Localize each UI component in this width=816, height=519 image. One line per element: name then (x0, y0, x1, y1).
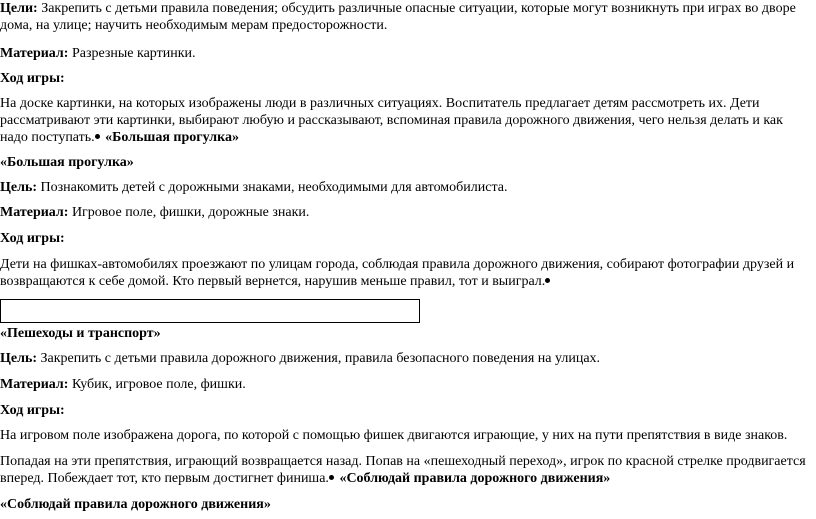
material1-label: Материал: (0, 46, 69, 61)
goal3-label: Цель: (0, 351, 38, 366)
course3-text-2: Попадая на эти препятствия, играющий возвращается назад. Попав на «пешеходный переход», игрок по красной стрелке продвигается вперед. Побеждает тот, кто первым достигнет финиша. (0, 454, 806, 486)
material2-label: Материал: (0, 205, 69, 220)
goal2-label: Цель: (0, 180, 38, 195)
goal2-paragraph (0, 179, 810, 196)
bullet-icon (95, 134, 100, 139)
goal2-text: Познакомить детей с дорожными знаками, необходимыми для автомобилиста. (40, 180, 508, 195)
course1-paragraph (0, 95, 810, 146)
course2-heading: Ход игры: (0, 231, 65, 246)
game-title-1: «Большая прогулка» (0, 155, 134, 170)
bullet-icon (545, 278, 550, 283)
course1-text: На доске картинки, на которых изображены люди в различных ситуациях. Воспитатель предлагает детям рассмотреть их. Дети рассматривают эти картинки, выбирают любую и рассказывают, вспоминая правила дорожного движения, чего нельзя делать и как надо поступать. (0, 96, 783, 145)
course2-paragraph (0, 256, 810, 290)
material2-text: Игровое поле, фишки, дорожные знаки. (71, 205, 310, 220)
material3-text: Кубик, игровое поле, фишки. (71, 377, 246, 392)
inline-title-2: «Соблюдай правила дорожного движения» (339, 471, 611, 486)
course3-heading: Ход игры: (0, 403, 65, 418)
goal3-paragraph (0, 350, 810, 367)
game-title-2: «Пешеходы и транспорт» (0, 326, 161, 341)
course3-paragraph-1: На игровом поле изображена дорога, по которой с помощью фишек двигаются играющие, у них на пути препятствия в виде знаков. (0, 428, 788, 443)
empty-frame (0, 299, 420, 323)
goals-paragraph (0, 0, 810, 34)
inline-title-1: «Большая прогулка» (105, 130, 239, 145)
course3-paragraph-2 (0, 453, 810, 487)
material2-paragraph (0, 204, 810, 221)
material3-paragraph (0, 376, 810, 393)
game-title-3: «Соблюдай правила дорожного движения» (0, 497, 271, 512)
course1-heading: Ход игры: (0, 71, 65, 86)
goals-text: Закрепить с детьми правила поведения; обсудить различные опасные ситуации, которые могут возникнуть при играх во дворе дома, на улице; научить необходимым мерам предосторожности. (0, 1, 796, 33)
material1-text: Разрезные картинки. (71, 46, 196, 61)
bullet-icon (329, 475, 334, 480)
goals-label: Цели: (0, 1, 38, 16)
material3-label: Материал: (0, 377, 69, 392)
material1-paragraph (0, 45, 810, 62)
goal3-text: Закрепить с детьми правила дорожного движения, правила безопасного поведения на улицах. (40, 351, 601, 366)
course2-text: Дети на фишках-автомобилях проезжают по улицам города, соблюдая правила дорожного движения, собирают фотографии друзей и возвращаются к себе домой. Кто первый вернется, нарушив меньше правил, тот и выиграл. (0, 257, 795, 289)
